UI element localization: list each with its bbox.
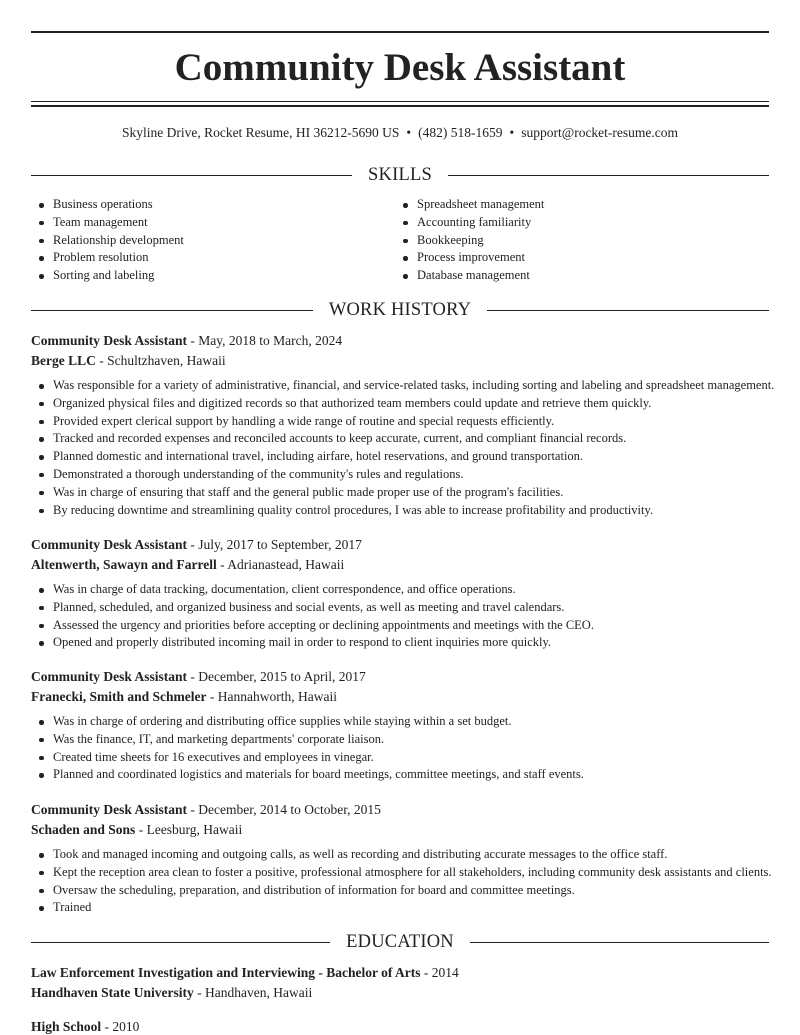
skills-heading-row	[31, 164, 769, 186]
job-bullet: Planned domestic and international travel, including airfare, hotel reservations, and ground transportation.	[31, 448, 769, 466]
section-rule	[31, 175, 352, 176]
job-location: Leesburg, Hawaii	[146, 821, 243, 837]
job-bullet: Trained	[31, 899, 769, 917]
skill-item: Database management	[395, 267, 544, 285]
contact-line	[31, 124, 769, 142]
job-bullet: Organized physical files and digitized records so that authorized team members could update and retrieve them quickly.	[31, 395, 769, 413]
section-rule	[448, 175, 769, 176]
contact-address: Skyline Drive, Rocket Resume, HI 36212-5690 US	[121, 125, 400, 140]
skill-item: Accounting familiarity	[395, 214, 544, 232]
job-company: Altenwerth, Sawayn and Farrell	[31, 556, 217, 572]
education-year: 2010	[112, 1019, 140, 1034]
skill-item: Business operations	[31, 196, 184, 214]
skill-item: Team management	[31, 214, 184, 232]
title-rule-thick	[31, 105, 769, 107]
work-heading-row	[31, 299, 769, 321]
job-title-line: Community Desk Assistant - July, 2017 to September, 2017	[31, 537, 362, 552]
job-company-line: Franecki, Smith and Schmeler - Hannahworth, Hawaii	[31, 688, 337, 704]
skill-item: Relationship development	[31, 232, 184, 250]
job-entry	[31, 800, 772, 917]
job-location: Schultzhaven, Hawaii	[107, 352, 226, 368]
job-bullet: Kept the reception area clean to foster a positive, professional atmosphere for all stakeholders, including community desk assistants and clients.	[31, 864, 769, 882]
education-school: Handhaven State University	[31, 984, 194, 1000]
job-bullet: Took and managed incoming and outgoing calls, as well as recording and distributing accurate messages to the office staff.	[31, 846, 769, 864]
job-bullet: Assessed the urgency and priorities before accepting or declining appointments and meetings with the CEO.	[31, 617, 769, 635]
job-entry	[31, 535, 769, 652]
job-location: Adrianastead, Hawaii	[227, 556, 345, 572]
job-bullet: Provided expert clerical support by handling a wide range of routine and special requests efficiently.	[31, 413, 769, 431]
education-school-line: Handhaven State University - Handhaven, Hawaii	[31, 984, 313, 1000]
job-bullets	[31, 377, 775, 519]
job-company-line: Altenwerth, Sawayn and Farrell - Adrianastead, Hawaii	[31, 556, 345, 572]
job-bullet: Was in charge of ordering and distributing office supplies while staying within a set budget.	[31, 713, 769, 731]
job-dates: December, 2014 to October, 2015	[198, 802, 381, 817]
skills-list-left	[31, 196, 184, 285]
skills-list-right	[395, 196, 544, 285]
contact-phone: (482) 518-1659	[418, 125, 503, 140]
job-bullet: Was in charge of ensuring that staff and the general public made proper use of the program's facilities.	[31, 484, 769, 502]
section-rule	[31, 310, 313, 311]
job-company: Franecki, Smith and Schmeler	[31, 688, 207, 704]
education-degree: High School	[31, 1019, 102, 1034]
education-degree-line: Law Enforcement Investigation and Interviewing - Bachelor of Arts - 2014	[31, 965, 459, 980]
skill-item: Process improvement	[395, 249, 544, 267]
job-bullets	[31, 581, 769, 652]
job-title-line: Community Desk Assistant - December, 2014 to October, 2015	[31, 802, 381, 817]
job-bullet: Was in charge of data tracking, documentation, client correspondence, and office operations.	[31, 581, 769, 599]
top-rule	[31, 31, 769, 33]
resume-title: Community Desk Assistant	[174, 46, 626, 89]
section-rule	[487, 310, 769, 311]
job-bullet: Opened and properly distributed incoming mail in order to respond to client inquiries more quickly.	[31, 634, 769, 652]
job-location: Hannahworth, Hawaii	[217, 688, 337, 704]
job-entry	[31, 667, 769, 784]
job-bullets	[31, 846, 772, 917]
skills-heading: SKILLS	[368, 165, 432, 185]
work-heading: WORK HISTORY	[328, 300, 472, 320]
skill-item: Sorting and labeling	[31, 267, 184, 285]
section-rule	[470, 942, 769, 943]
job-dates: July, 2017 to September, 2017	[198, 537, 362, 552]
education-heading: EDUCATION	[346, 932, 454, 952]
job-title-line: Community Desk Assistant - May, 2018 to March, 2024	[31, 333, 343, 348]
job-title: Community Desk Assistant	[31, 669, 188, 684]
job-company: Berge LLC	[31, 352, 96, 368]
skill-item: Bookkeeping	[395, 232, 544, 250]
education-degree: Law Enforcement Investigation and Interviewing - Bachelor of Arts	[31, 965, 421, 980]
skill-item: Problem resolution	[31, 249, 184, 267]
job-title: Community Desk Assistant	[31, 333, 188, 348]
job-company-line: Schaden and Sons - Leesburg, Hawaii	[31, 821, 243, 837]
job-bullet: Demonstrated a thorough understanding of the community's rules and regulations.	[31, 466, 769, 484]
job-dates: December, 2015 to April, 2017	[198, 669, 366, 684]
education-degree-line: High School - 2010	[31, 1019, 140, 1034]
job-entry	[31, 331, 775, 519]
job-bullet: Oversaw the scheduling, preparation, and distribution of information for board and committee meetings.	[31, 882, 769, 900]
job-bullet: Created time sheets for 16 executives and employees in vinegar.	[31, 749, 769, 767]
job-company-line: Berge LLC - Schultzhaven, Hawaii	[31, 352, 226, 368]
job-title: Community Desk Assistant	[31, 802, 188, 817]
education-entry	[31, 1017, 769, 1035]
title-rule-thin	[31, 101, 769, 102]
section-rule	[31, 942, 330, 943]
job-bullet: Planned and coordinated logistics and materials for board meetings, committee meetings, and staff events.	[31, 766, 769, 784]
education-heading-row	[31, 931, 769, 953]
job-bullets	[31, 713, 769, 784]
job-title: Community Desk Assistant	[31, 537, 188, 552]
contact-separator: •	[509, 125, 515, 140]
education-location: Handhaven, Hawaii	[205, 984, 313, 1000]
education-year: 2014	[431, 965, 459, 980]
contact-email: support@rocket-resume.com	[521, 125, 679, 140]
job-bullet: By reducing downtime and streamlining quality control procedures, I was able to increase profitability and productivity.	[31, 502, 769, 520]
job-company: Schaden and Sons	[31, 821, 136, 837]
skill-item: Spreadsheet management	[395, 196, 544, 214]
job-bullet: Was responsible for a variety of administrative, financial, and service-related tasks, including sorting and labeling and spreadsheet management.	[31, 377, 769, 395]
job-dates: May, 2018 to March, 2024	[198, 333, 343, 348]
job-bullet: Planned, scheduled, and organized business and social events, as well as meeting and travel calendars.	[31, 599, 769, 617]
job-title-line: Community Desk Assistant - December, 2015 to April, 2017	[31, 669, 366, 684]
job-bullet: Was the finance, IT, and marketing departments' corporate liaison.	[31, 731, 769, 749]
job-bullet: Tracked and recorded expenses and reconciled accounts to keep accurate, current, and compliant financial records.	[31, 430, 769, 448]
contact-separator: •	[406, 125, 412, 140]
education-entry	[31, 963, 769, 1002]
